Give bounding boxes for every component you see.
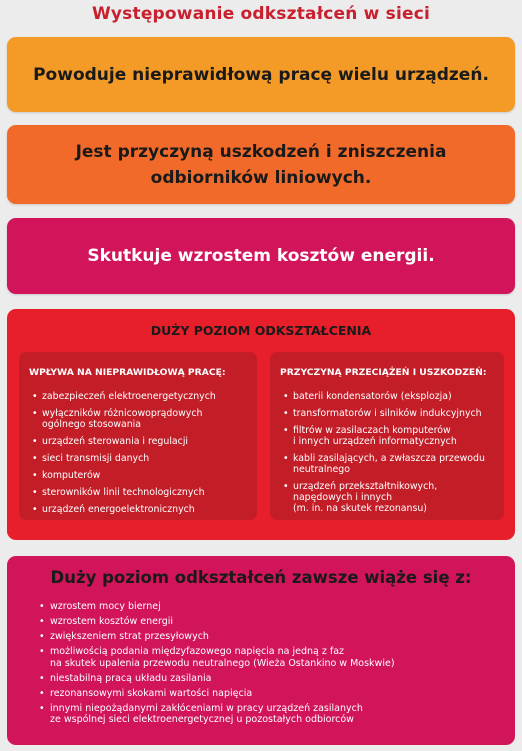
list-item: • kabli zasilających, a zwłaszcza przewodu neutralnego — [280, 453, 494, 475]
list-item: • wzrostem mocy biernej — [37, 601, 507, 613]
list-item: • sterowników linii technologicznych — [29, 487, 247, 498]
list-item: • transformatorów i silników indukcyjnych — [280, 408, 494, 419]
list-item: • urządzeń przekształtnikowych, napędowych i innych (m. in. na skutek rezonansu) — [280, 481, 494, 514]
malfunction-panel-title: WPŁYWA NA NIEPRAWIDŁOWĄ PRACĘ: — [29, 367, 226, 378]
page-title: Występowanie odkształceń w sieci — [91, 4, 431, 24]
list-item: • rezonansowymi skokami wartości napięcia — [37, 688, 507, 700]
summary-list — [37, 601, 507, 729]
summary-title: Duży poziom odkształceń zawsze wiąże się z: — [50, 568, 472, 587]
list-item: • zwiększeniem strat przesyłowych — [37, 631, 507, 643]
distortion-section — [7, 309, 515, 540]
list-item: • innymi niepożądanymi zakłóceniami w pracy urządzeń zasilanych ze wspólnej sieci elektroenergetycznej u pozostałych odbiorców — [37, 703, 507, 726]
list-item: • niestabilną pracą układu zasilania — [37, 673, 507, 685]
damage-list — [280, 391, 494, 514]
card-malfunction — [7, 37, 515, 112]
malfunction-list — [29, 391, 247, 515]
card-malfunction-text: Powoduje nieprawidłową pracę wielu urządzeń. — [33, 64, 489, 85]
list-item: • filtrów w zasilaczach komputerów i innych urządzeń informatycznych — [280, 425, 494, 447]
list-item: • możliwością podania międzyfazowego napięcia na jedną z faz na skutek upalenia przewodu neutralnego (Wieża Ostankino w Moskwie) — [37, 646, 507, 669]
list-item: • urządzeń energoelektronicznych — [29, 504, 247, 515]
damage-panel — [270, 352, 504, 520]
summary-section — [7, 556, 515, 745]
list-item: • sieci transmisji danych — [29, 453, 247, 464]
card-damage-line-1: Jest przyczyną uszkodzeń i zniszczenia — [75, 141, 447, 162]
list-item: • urządzeń sterowania i regulacji — [29, 436, 247, 447]
card-costs-text: Skutkuje wzrostem kosztów energii. — [87, 246, 435, 266]
malfunction-panel — [19, 352, 257, 520]
list-item: • komputerów — [29, 470, 247, 481]
card-damage — [7, 125, 515, 204]
damage-panel-title: PRZYCZYNĄ PRZECIĄŻEŃ I USZKODZEŃ: — [280, 367, 487, 378]
list-item: • zabezpieczeń elektroenergetycznych — [29, 391, 247, 402]
list-item: • wyłączników różnicowoprądowych ogólnego stosowania — [29, 408, 247, 430]
list-item: • wzrostem kosztów energii — [37, 616, 507, 628]
distortion-title: DUŻY POZIOM ODKSZTAŁCENIA — [150, 323, 372, 338]
list-item: • baterii kondensatorów (eksplozja) — [280, 391, 494, 402]
card-damage-line-2: odbiorników liniowych. — [150, 167, 372, 188]
card-costs — [7, 218, 515, 294]
